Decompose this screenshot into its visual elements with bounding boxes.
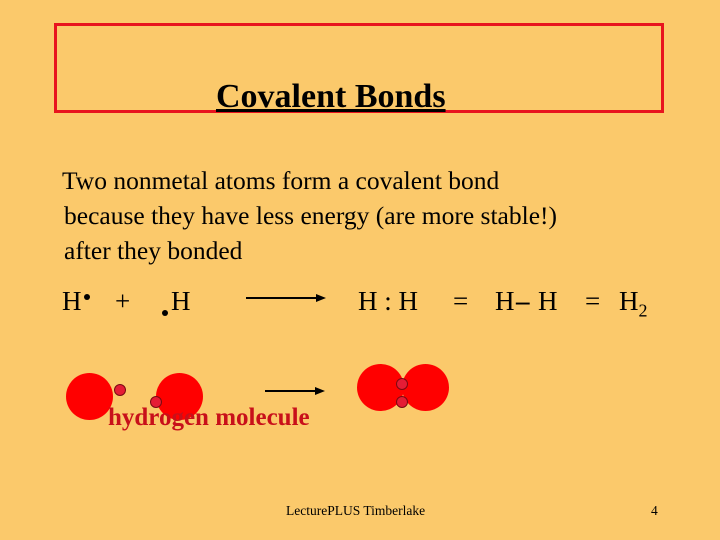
electron-dot-right <box>162 310 168 316</box>
structural-h2: H <box>538 286 558 316</box>
equation-h-left: H <box>62 286 82 316</box>
body-line-2: because they have less energy (are more stable!) <box>64 201 558 230</box>
equals-sign-1: = <box>453 286 469 316</box>
footer-credit: LecturePLUS Timberlake <box>286 503 426 518</box>
body-line-3: after they bonded <box>64 236 243 265</box>
molecule-arrow-head <box>315 387 325 395</box>
reaction-arrow-head <box>316 294 326 302</box>
equation-plus: + <box>115 286 131 316</box>
body-text <box>62 163 702 268</box>
molecule-arrow-shaft <box>265 390 317 392</box>
electron-left <box>114 384 126 396</box>
equation-h-right: H <box>171 286 191 316</box>
page-number: 4 <box>651 503 658 518</box>
molecule-caption: hydrogen molecule <box>108 404 310 431</box>
shared-electron-top <box>396 378 408 390</box>
equals-sign-2: = <box>585 286 601 316</box>
formula-subscript: 2 <box>638 300 648 321</box>
formula-h: H <box>619 286 639 316</box>
bond-dash: – <box>516 286 530 316</box>
molecular-formula <box>619 286 648 325</box>
molecule-atom-right <box>402 364 449 411</box>
electron-dot-left <box>84 294 90 300</box>
lewis-structure: H : H <box>358 286 418 316</box>
body-line-1: Two nonmetal atoms form a covalent bond <box>62 166 500 195</box>
shared-electron-bottom <box>396 396 408 408</box>
structural-h1: H <box>495 286 515 316</box>
hydrogen-atom-left <box>66 373 113 420</box>
slide-title: Covalent Bonds <box>216 78 446 115</box>
reaction-arrow-shaft <box>246 297 318 299</box>
